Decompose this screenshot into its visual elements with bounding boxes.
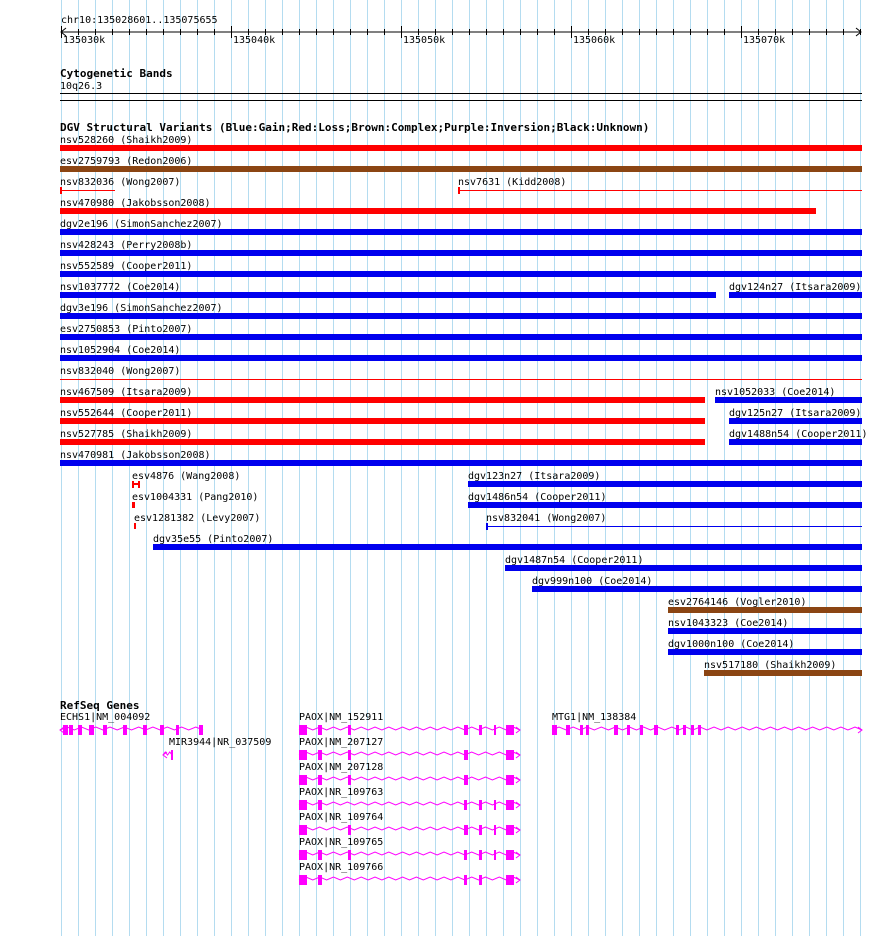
gene-exon: [627, 725, 630, 735]
gene-exon: [654, 725, 658, 735]
gene-exon: [318, 750, 322, 760]
dgv-feature-label[interactable]: dgv123n27 (Itsara2009): [468, 471, 601, 482]
gene-exon: [683, 725, 686, 735]
dgv-feature-label[interactable]: nsv1052033 (Coe2014): [715, 387, 836, 398]
gene-label[interactable]: ECHS1|NM_004092: [60, 712, 151, 723]
gene-strand-arrow: [516, 852, 520, 858]
gene-intron: [552, 727, 862, 730]
gene-intron: [299, 852, 520, 855]
gene-exon: [123, 725, 127, 735]
gene-exon: [479, 800, 482, 810]
dgv-feature-bar: [60, 379, 862, 380]
dgv-feature-bar: [60, 190, 115, 191]
gene-exon: [63, 725, 68, 735]
gene-exon: [464, 725, 468, 735]
gene-exon: [143, 725, 147, 735]
gene-strand-arrow: [516, 777, 520, 783]
gene-exon: [506, 875, 514, 885]
refseq-track-title: RefSeq Genes: [60, 699, 140, 712]
dgv-feature-label[interactable]: nsv832041 (Wong2007): [486, 513, 607, 524]
gene-exon: [586, 725, 589, 735]
dgv-feature-label[interactable]: dgv1000n100 (Coe2014): [668, 639, 795, 650]
dgv-feature-label[interactable]: dgv35e55 (Pinto2007): [153, 534, 274, 545]
gene-intron: [299, 802, 520, 805]
gene-exon: [299, 825, 307, 835]
dgv-feature-label[interactable]: esv1004331 (Pang2010): [132, 492, 259, 503]
dgv-feature-label[interactable]: nsv1052904 (Coe2014): [60, 345, 181, 356]
dgv-feature-label[interactable]: dgv124n27 (Itsara2009): [729, 282, 862, 293]
gene-exon: [464, 875, 467, 885]
tick-label-135070k: 135070k: [743, 35, 786, 46]
dgv-feature-label[interactable]: esv2764146 (Vogler2010): [668, 597, 807, 608]
dgv-feature-tick: [60, 187, 62, 194]
gene-intron: [299, 727, 520, 730]
gene-exon: [640, 725, 643, 735]
cytoband-label: 10q26.3: [60, 81, 103, 92]
gene-exon: [614, 725, 618, 735]
gene-intron: [299, 877, 520, 880]
gene-exon: [348, 775, 351, 785]
dgv-feature-label[interactable]: nsv470980 (Jakobsson2008): [60, 198, 211, 209]
range-label: chr10:135028601..135075655: [61, 15, 218, 26]
gene-exon: [160, 725, 164, 735]
gene-strand-arrow: [516, 727, 520, 733]
gene-exon: [580, 725, 583, 735]
gene-exon: [506, 825, 514, 835]
tick-label-135030k: 135030k: [63, 35, 106, 46]
gene-exon: [479, 825, 482, 835]
gene-label[interactable]: PAOX|NR_109765: [299, 837, 384, 848]
dgv-feature-label[interactable]: nsv832040 (Wong2007): [60, 366, 181, 377]
gene-exon: [506, 850, 514, 860]
gene-intron: [299, 777, 520, 780]
dgv-feature-label[interactable]: dgv999n100 (Coe2014): [532, 576, 653, 587]
dgv-feature-label[interactable]: nsv470981 (Jakobsson2008): [60, 450, 211, 461]
gene-exon: [348, 825, 351, 835]
dgv-feature-label[interactable]: nsv527785 (Shaikh2009): [60, 429, 193, 440]
gene-label[interactable]: PAOX|NR_109766: [299, 862, 384, 873]
gene-label[interactable]: PAOX|NR_109763: [299, 787, 384, 798]
dgv-feature-label[interactable]: nsv528260 (Shaikh2009): [60, 135, 193, 146]
dgv-feature-label[interactable]: nsv467509 (Itsara2009): [60, 387, 193, 398]
gene-exon: [691, 725, 694, 735]
gene-exon: [176, 725, 179, 735]
dgv-feature-label[interactable]: nsv552589 (Cooper2011): [60, 261, 193, 272]
dgv-feature-label[interactable]: dgv1488n54 (Cooper2011): [729, 429, 868, 440]
tick-label-135050k: 135050k: [403, 35, 446, 46]
gene-exon: [348, 850, 351, 860]
gene-strand-arrow: [516, 802, 520, 808]
gene-exon: [494, 825, 496, 835]
dgv-feature-label[interactable]: esv2750853 (Pinto2007): [60, 324, 193, 335]
dgv-feature-bar: [486, 526, 862, 527]
gene-intron: [299, 827, 520, 830]
dgv-feature-label[interactable]: esv1281382 (Levy2007): [134, 513, 261, 524]
gene-exon: [506, 775, 514, 785]
dgv-feature-label[interactable]: esv2759793 (Redon2006): [60, 156, 193, 167]
gene-exon: [552, 725, 557, 735]
gene-exon: [318, 850, 322, 860]
gene-label[interactable]: PAOX|NR_109764: [299, 812, 384, 823]
gene-exon: [698, 725, 701, 735]
gene-exon: [299, 875, 307, 885]
gene-strand-arrow: [163, 752, 167, 758]
gene-exon: [78, 725, 82, 735]
gene-exon: [299, 750, 307, 760]
gene-exon: [103, 725, 107, 735]
gene-exon: [318, 775, 322, 785]
dgv-feature-label[interactable]: nsv428243 (Perry2008b): [60, 240, 193, 251]
gene-exon: [318, 725, 322, 735]
gene-exon: [506, 750, 514, 760]
gene-exon: [318, 800, 322, 810]
gene-exon: [464, 775, 468, 785]
gene-label[interactable]: PAOX|NM_152911: [299, 712, 384, 723]
gene-exon: [299, 725, 307, 735]
gene-strand-arrow: [516, 827, 520, 833]
dgv-feature-label[interactable]: nsv1043323 (Coe2014): [668, 618, 789, 629]
gene-exon: [479, 850, 482, 860]
gene-exon: [69, 725, 73, 735]
gene-label[interactable]: PAOX|NM_207128: [299, 762, 384, 773]
cytoband-title: Cytogenetic Bands: [60, 67, 173, 80]
gene-exon: [299, 850, 307, 860]
gene-label[interactable]: PAOX|NM_207127: [299, 737, 384, 748]
gene-exon: [479, 725, 482, 735]
gene-exon: [506, 725, 514, 735]
gene-exon: [464, 750, 468, 760]
gene-exon: [464, 800, 467, 810]
gene-exon: [89, 725, 94, 735]
dgv-feature-label[interactable]: esv4876 (Wang2008): [132, 471, 241, 482]
dgv-feature-label[interactable]: nsv7631 (Kidd2008): [458, 177, 567, 188]
gene-exon: [494, 725, 496, 735]
dgv-feature-bar: [458, 190, 862, 191]
dgv-feature-label[interactable]: dgv1487n54 (Cooper2011): [505, 555, 644, 566]
tick-label-135060k: 135060k: [573, 35, 616, 46]
gene-label[interactable]: MTG1|NM_138384: [552, 712, 637, 723]
gene-exon: [566, 725, 570, 735]
dgv-feature-label[interactable]: dgv125n27 (Itsara2009): [729, 408, 862, 419]
gene-exon: [676, 725, 679, 735]
gene-exon: [348, 750, 351, 760]
gene-exon: [299, 775, 307, 785]
dgv-feature-label[interactable]: dgv2e196 (SimonSanchez2007): [60, 219, 223, 230]
dgv-feature-label[interactable]: nsv832036 (Wong2007): [60, 177, 181, 188]
gene-label[interactable]: MIR3944|NR_037509: [169, 737, 272, 748]
gene-strand-arrow: [516, 752, 520, 758]
gene-exon: [494, 800, 496, 810]
dgv-feature-label[interactable]: nsv1037772 (Coe2014): [60, 282, 181, 293]
dgv-feature-tick: [458, 187, 460, 194]
gene-exon: [479, 875, 482, 885]
tick-label-135040k: 135040k: [233, 35, 276, 46]
gene-exon: [318, 875, 322, 885]
dgv-feature-label[interactable]: dgv1486n54 (Cooper2011): [468, 492, 607, 503]
gene-exon: [299, 800, 307, 810]
dgv-feature-label[interactable]: nsv552644 (Cooper2011): [60, 408, 193, 419]
dgv-track-title: DGV Structural Variants (Blue:Gain;Red:Loss;Brown:Complex;Purple:Inversion;Black:Unknown): [60, 121, 650, 134]
gene-intron: [299, 752, 520, 755]
dgv-feature-label[interactable]: nsv517180 (Shaikh2009): [704, 660, 837, 671]
dgv-feature-label[interactable]: dgv3e196 (SimonSanchez2007): [60, 303, 223, 314]
dgv-feature-tick: [132, 481, 134, 488]
gene-exon: [464, 825, 468, 835]
gene-exon: [199, 725, 203, 735]
dgv-feature-tick: [138, 481, 140, 488]
gene-exon: [348, 725, 351, 735]
dgv-feature-tick: [486, 523, 488, 530]
gene-exon: [171, 750, 173, 760]
gene-strand-arrow: [516, 877, 520, 883]
gene-strand-arrow: [858, 727, 862, 733]
gene-exon: [494, 850, 496, 860]
gene-exon: [464, 850, 467, 860]
gene-exon: [506, 800, 514, 810]
